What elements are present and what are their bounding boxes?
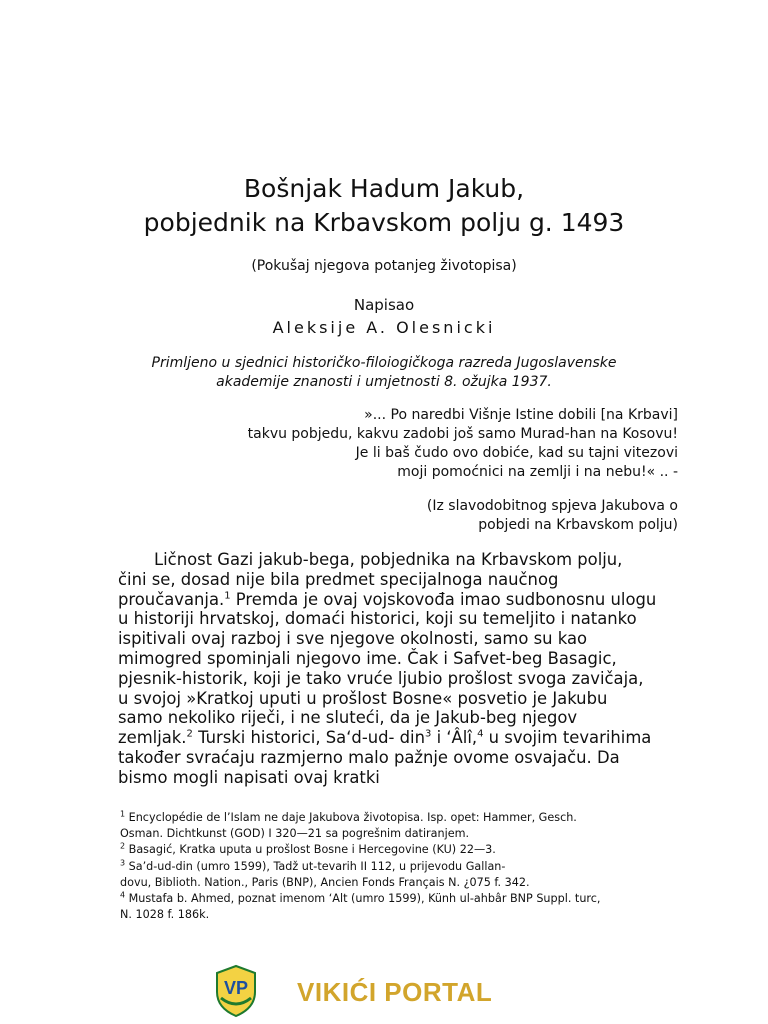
document-subtitle: (Pokušaj njegova potanjeg životopisa): [251, 258, 517, 274]
vikici-portal-logo-icon[interactable]: [213, 964, 259, 1018]
footnote-number: 4: [120, 890, 126, 900]
body-line: samo nekoliko riječi, i ne sluteći, da je Jakub-beg njegov: [118, 708, 578, 728]
body-line: ispitivali ovaj razboj i sve njegove okolnosti, samo su kao: [118, 629, 588, 649]
footnote-3: [120, 859, 680, 875]
footnote-text: Mustafa b. Ahmed, poznat imenom ‘Alt (umro 1599), Künh ul-ahbâr BNP Suppl. turc,: [125, 892, 601, 906]
footnote-1-cont: Osman. Dichtkunst (GOD) I 320—21 sa pogrešnim datiranjem.: [120, 827, 470, 841]
footnote-3-cont: dovu, Biblioth. Nation., Paris (BNP), Ancien Fonds Français N. ¿075 f. 342.: [120, 875, 530, 889]
body-text-segment: zemljak.: [118, 728, 187, 748]
footnote-ref[interactable]: 3: [425, 728, 432, 740]
body-line: u svojoj »Kratkoj uputi u prošlost Bosne« posvetio je Jakubu: [118, 688, 608, 708]
footnote-text: Basagić, Kratka uputa u prošlost Bosne i Hercegovine (KU) 22—3.: [125, 843, 496, 857]
document-title: [0, 172, 768, 240]
body-line: Ličnost Gazi jakub-bega, pobjednika na Krbavskom polju,: [154, 550, 623, 569]
footnote-4: [120, 891, 680, 907]
body-line: [118, 728, 678, 748]
body-text-segment: i ‘Âlî,: [431, 728, 478, 748]
epigraph-quote: [118, 406, 678, 482]
footnote-ref[interactable]: 1: [224, 590, 231, 602]
footnote-number: 3: [120, 857, 126, 867]
title-line-2: pobjednik na Krbavskom polju g. 1493: [143, 208, 625, 237]
body-line: pjesnik-historik, koji je tako vruće ljubio prošlost svoga zavičaja,: [118, 668, 644, 688]
quote-source-line: (Iz slavodobitnog spjeva Jakubova o: [426, 498, 678, 514]
body-line: u historiji hrvatskoj, domaći historici, koji su temeljito i natanko: [118, 609, 637, 629]
body-paragraph: [118, 550, 678, 788]
footnote-text: Sa’d-ud-din (umro 1599), Tadž ut-tevarih II 112, u prijevodu Gallan-: [125, 859, 506, 873]
quote-line: takvu pobjedu, kakvu zadobi još samo Murad-han na Kosovu!: [247, 426, 678, 442]
footnote-number: 2: [120, 841, 126, 851]
body-text-segment: Premda je ovaj vojskovođa imao sudbonosnu ulogu: [230, 589, 657, 609]
quote-source-line: pobjedi na Krbavskom polju): [478, 517, 678, 533]
quote-line: moji pomoćnici na zemlji i na nebu!« .. -: [397, 464, 678, 480]
logo-text: VP: [223, 978, 249, 998]
body-line: [118, 590, 678, 610]
body-line: čini se, dosad nije bila predmet specijalnoga naučnog: [118, 569, 559, 589]
quote-line: Je li baš čudo ovo dobiće, kad su tajni vitezovi: [355, 445, 678, 461]
quote-line: »... Po naredbi Višnje Istine dobili [na Krbavi]: [364, 407, 678, 423]
body-line: bismo mogli napisati ovaj kratki: [118, 767, 380, 787]
received-line-2: akademije znanosti i umjetnosti 8. ožujka 1937.: [216, 374, 552, 390]
body-line: mimogred spominjali njegovo ime. Čak i Safvet-beg Basagic,: [118, 648, 617, 668]
written-by-label: Napisao: [353, 296, 415, 314]
author-name: Aleksije A. Olesnicki: [272, 318, 496, 337]
footnote-ref[interactable]: 4: [477, 728, 484, 740]
footnotes: [120, 810, 680, 923]
body-text-segment: proučavanja.: [118, 589, 225, 609]
footnote-2: [120, 842, 680, 858]
title-line-1: Bošnjak Hadum Jakub,: [243, 174, 525, 203]
brand-name[interactable]: VIKIĆI PORTAL: [297, 977, 493, 1007]
body-text-segment: u svojim tevarihima: [483, 728, 652, 748]
body-line: također svraćaju razmjerno malo pažnje ovome osvajaču. Da: [118, 747, 620, 767]
epigraph-source: [318, 497, 678, 535]
footnote-4-cont: N. 1028 f. 186k.: [120, 908, 210, 922]
footnote-1: [120, 810, 680, 826]
body-text-segment: Turski historici, Sa‘d-ud- din: [192, 728, 425, 748]
footnote-ref[interactable]: 2: [186, 728, 193, 740]
footnote-text: Encyclopédie de l’Islam ne daje Jakubova životopisa. Isp. opet: Hammer, Gesch.: [125, 811, 577, 824]
footnote-number: 1: [120, 809, 126, 819]
received-line-1: Primljeno u sjednici historičko-filoiogičkoga razreda Jugoslavenske: [151, 355, 617, 371]
received-note: [60, 354, 708, 392]
